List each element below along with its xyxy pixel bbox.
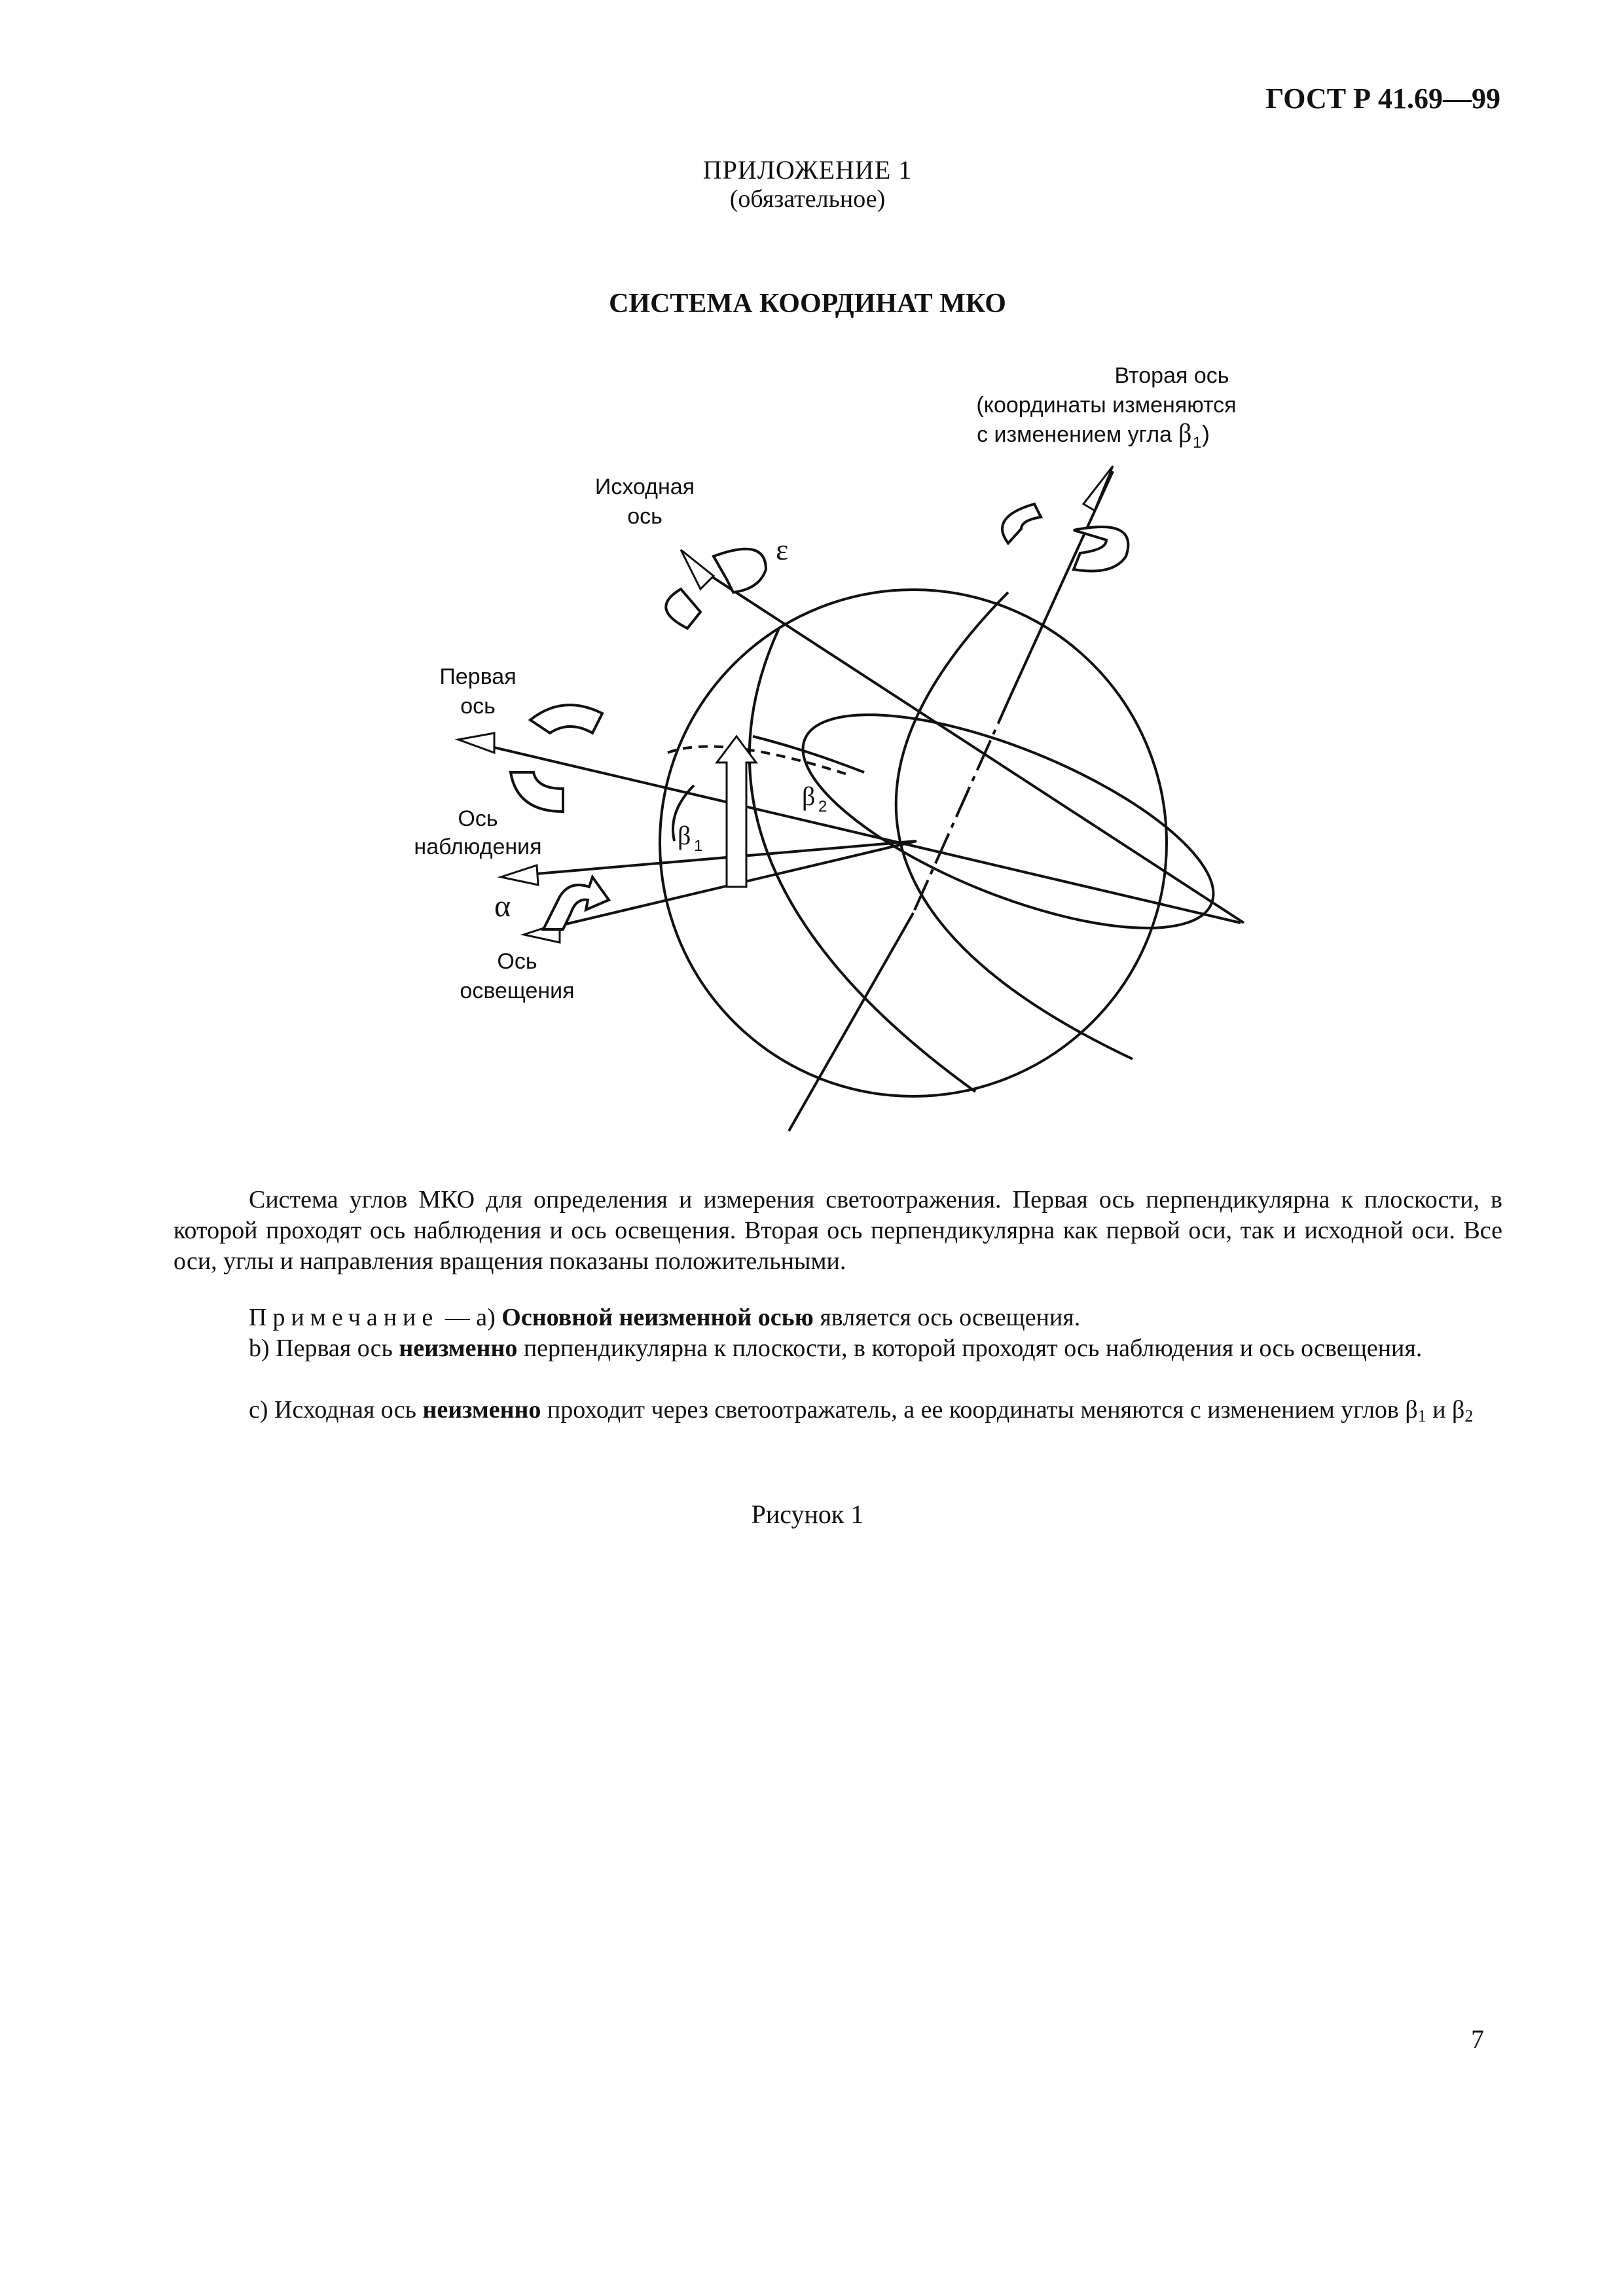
note-b-rest: перпендикулярна к плоскости, в которой проходят ось наблюдения и ось освещения. [517, 1335, 1423, 1362]
reference-axis-label-line1: Исходная [594, 475, 695, 499]
note-c-bold: неизменно [422, 1396, 541, 1424]
note-c-rest: проходит через светоотражатель, а ее координаты меняются с изменением углов [541, 1396, 1406, 1424]
note-c-beta1: β [1405, 1396, 1418, 1424]
note-b-bold: неизменно [399, 1335, 518, 1362]
note-c-beta2: β [1452, 1396, 1465, 1424]
observation-axis-label-line2: наблюдения [414, 834, 542, 859]
second-axis-bottom [789, 913, 913, 1131]
beta2-label-sub: 2 [818, 798, 827, 816]
reference-axis-rotation-icon-a [666, 589, 700, 628]
reference-axis-label-line2: ось [627, 504, 662, 529]
first-axis-rotation-icon-b [511, 772, 563, 812]
observation-axis-arrowhead-icon [501, 865, 538, 885]
second-axis-label-sub: 1 [1193, 434, 1202, 452]
illumination-axis-label-line1: Ось [497, 949, 537, 974]
first-axis-label-line1: Первая [439, 664, 517, 689]
reference-axis-rotation-icon-b [714, 549, 766, 592]
equator-ellipse [777, 672, 1239, 972]
note-label: Примечание [249, 1304, 439, 1331]
second-axis-rotation-icon-b [1074, 527, 1128, 571]
page-number: 7 [1471, 2024, 1484, 2054]
first-axis-arrowhead-icon [458, 733, 494, 753]
first-axis-label-line2: ось [460, 694, 496, 719]
note-c-and: и [1426, 1396, 1453, 1424]
figure-caption: Рисунок 1 [751, 1499, 864, 1529]
note-b-prefix: b) Первая ось [249, 1335, 399, 1362]
note-a-bold: Основной неизменной осью [501, 1304, 814, 1331]
second-axis-rotation-icon-a [1002, 504, 1041, 543]
meridian-right [896, 592, 1133, 1059]
second-axis-label-line3: с изменением угла [977, 422, 1172, 447]
second-axis-label-line2: (координаты изменяются [976, 393, 1237, 418]
beta1-label: β [678, 821, 691, 850]
reference-axis-arrowhead-icon [681, 550, 714, 589]
illumination-axis-label-line2: освещения [460, 978, 575, 1003]
note-b [173, 1333, 1502, 1364]
first-axis-rotation-icon-a [530, 705, 602, 733]
note-a-rest: является ось освещения. [813, 1304, 1081, 1331]
beta2-label: β [802, 781, 816, 811]
small-ellipse-dashed [668, 747, 851, 776]
body-paragraph: Система углов МКО для определения и измерения светоотражения. Первая ось перпендикулярна к плоскости, в которой проходят ось наблюдения и ось освещения. Вторая ось перпендикулярна как первой оси, так и исходной оси. Все оси, углы и направления вращения показаны положительными. [173, 1186, 1502, 1275]
note-c-beta2-sub: 2 [1464, 1407, 1474, 1426]
note-a-prefix: — а) [439, 1304, 502, 1331]
note-c-beta1-sub: 1 [1417, 1407, 1426, 1426]
annex-subtitle: (обязательное) [729, 185, 886, 213]
second-axis-arrowhead-icon [1083, 466, 1113, 511]
second-axis-label-line1: Вторая ось [1114, 363, 1229, 388]
note-a [173, 1302, 1502, 1333]
second-axis-label-paren: ) [1202, 420, 1210, 447]
figure-title: СИСТЕМА КООРДИНАТ МКО [609, 289, 1006, 319]
beta1-label-sub: 1 [694, 837, 703, 855]
meridian-left [750, 628, 975, 1092]
note-c-prefix: с) Исходная ось [249, 1396, 423, 1424]
epsilon-label: ε [776, 533, 789, 566]
alpha-label: α [494, 889, 511, 924]
second-axis-hidden [913, 694, 1011, 913]
document-code: ГОСТ Р 41.69—99 [1265, 82, 1500, 115]
annex-title: ПРИЛОЖЕНИЕ 1 [702, 155, 913, 185]
observation-axis-label-line1: Ось [458, 806, 498, 831]
second-axis-label-beta: β [1178, 418, 1192, 448]
note-c [173, 1395, 1502, 1426]
beta1-arrow-icon [717, 736, 756, 887]
